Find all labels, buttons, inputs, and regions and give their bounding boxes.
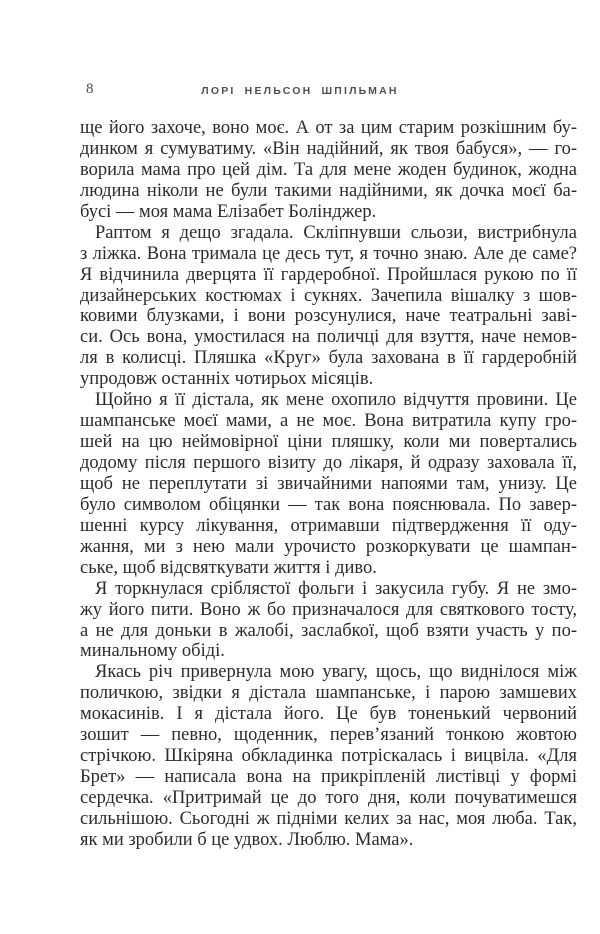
text-line: Якась річ привернула мою увагу, щось, що виднілося між: [95, 662, 577, 683]
text-line: динком я сумуватиму. «Він надійний, як твоя бабуся», — го-: [80, 138, 577, 159]
text-line: Раптом я дещо згадала. Скліпнувши сльози, вистрибнула: [95, 222, 577, 243]
page-number: 8: [86, 81, 94, 97]
text-line: а не для доньки в жалобі, заслабкої, щоб взяти участь у по-: [80, 620, 577, 641]
text-line: жання, ми з нею мали урочисто розкоркувати це шампан-: [80, 536, 577, 557]
text-line: як ми зробили б це удвох. Люблю. Мама».: [80, 829, 414, 850]
text-line: ворила мама про цей дім. Та для мене жоден будинок, жодна: [80, 159, 577, 180]
text-line: дизайнерських костюмах і сукнях. Зачепила вішалку з шов-: [80, 285, 577, 306]
text-line: ковими блузками, і вони розсунулися, наче театральні заві-: [80, 306, 577, 327]
text-line: жу його пити. Воно ж бо призначалося для святкового тосту,: [80, 599, 577, 620]
text-line: Брет» — написала вона на прикріпленій листівці у формі: [80, 767, 577, 788]
running-header: [0, 81, 600, 97]
text-line: ля в колисці. Пляшка «Круг» була захована в її гардеробній: [80, 348, 577, 369]
text-line: шей на цю неймовірної ціни пляшку, коли ми повертались: [80, 432, 577, 453]
text-line: мокасинів. І я дістала його. Це був тоненький червоний: [80, 704, 577, 725]
text-line: було символом обіцянки — так вона пояснювала. По завер-: [80, 494, 577, 515]
text-line: щоб не переплутати зі звичайними напоями там, унизу. Це: [80, 473, 577, 494]
running-title: ЛОРІ НЕЛЬСОН ШПІЛЬМАН: [201, 85, 399, 97]
text-line: си. Ось вона, умостилася на поличці для взуття, наче немов-: [80, 327, 577, 348]
text-line: зошит — певно, щоденник, перев’язаний тонкою жовтою: [80, 725, 577, 746]
text-line: шенні курсу лікування, отримавши підтвердження її оду-: [80, 515, 577, 536]
text-line: з ліжка. Вона тримала це десь тут, я точно знаю. Але де саме?: [80, 243, 577, 264]
text-line: стрічкою. Шкіряна обкладинка потріскалась і вицвіла. «Для: [80, 746, 577, 767]
text-line: Я відчинила дверцята її гардеробної. Пройшлася рукою по її: [80, 264, 577, 285]
text-line: Щойно я її дістала, як мене охопило відчуття провини. Це: [95, 390, 577, 411]
text-line: ще його захоче, воно моє. А от за цим старим розкішним бу-: [80, 118, 577, 138]
text-line: упродовж останніх чотирьох місяців.: [80, 369, 374, 390]
text-line: минальному обіді.: [80, 641, 225, 662]
text-line: Я торкнулася сріблястої фольги і закусила губу. Я не змо-: [95, 578, 577, 599]
text-line: поличкою, звідки я дістала шампанське, і парою замшевих: [80, 683, 577, 704]
text-line: ське, щоб відсвяткувати життя і диво.: [80, 557, 377, 578]
text-line: шампанське моєї мами, а не моє. Вона витратила купу гро-: [80, 411, 577, 432]
text-line: додому після першого візиту до лікаря, й одразу заховала її,: [80, 453, 577, 473]
page-body: [80, 118, 577, 851]
text-line: людина ніколи не були такими надійними, як дочка моєї ба-: [80, 180, 577, 201]
text-line: сердечка. «Притримай це до того дня, коли почуватимешся: [80, 788, 577, 808]
text-line: сильнішою. Сьогодні ж підніми келих за нас, моя люба. Так,: [80, 808, 577, 829]
text-line: бусі — моя мама Елізабет Болінджер.: [80, 201, 377, 222]
